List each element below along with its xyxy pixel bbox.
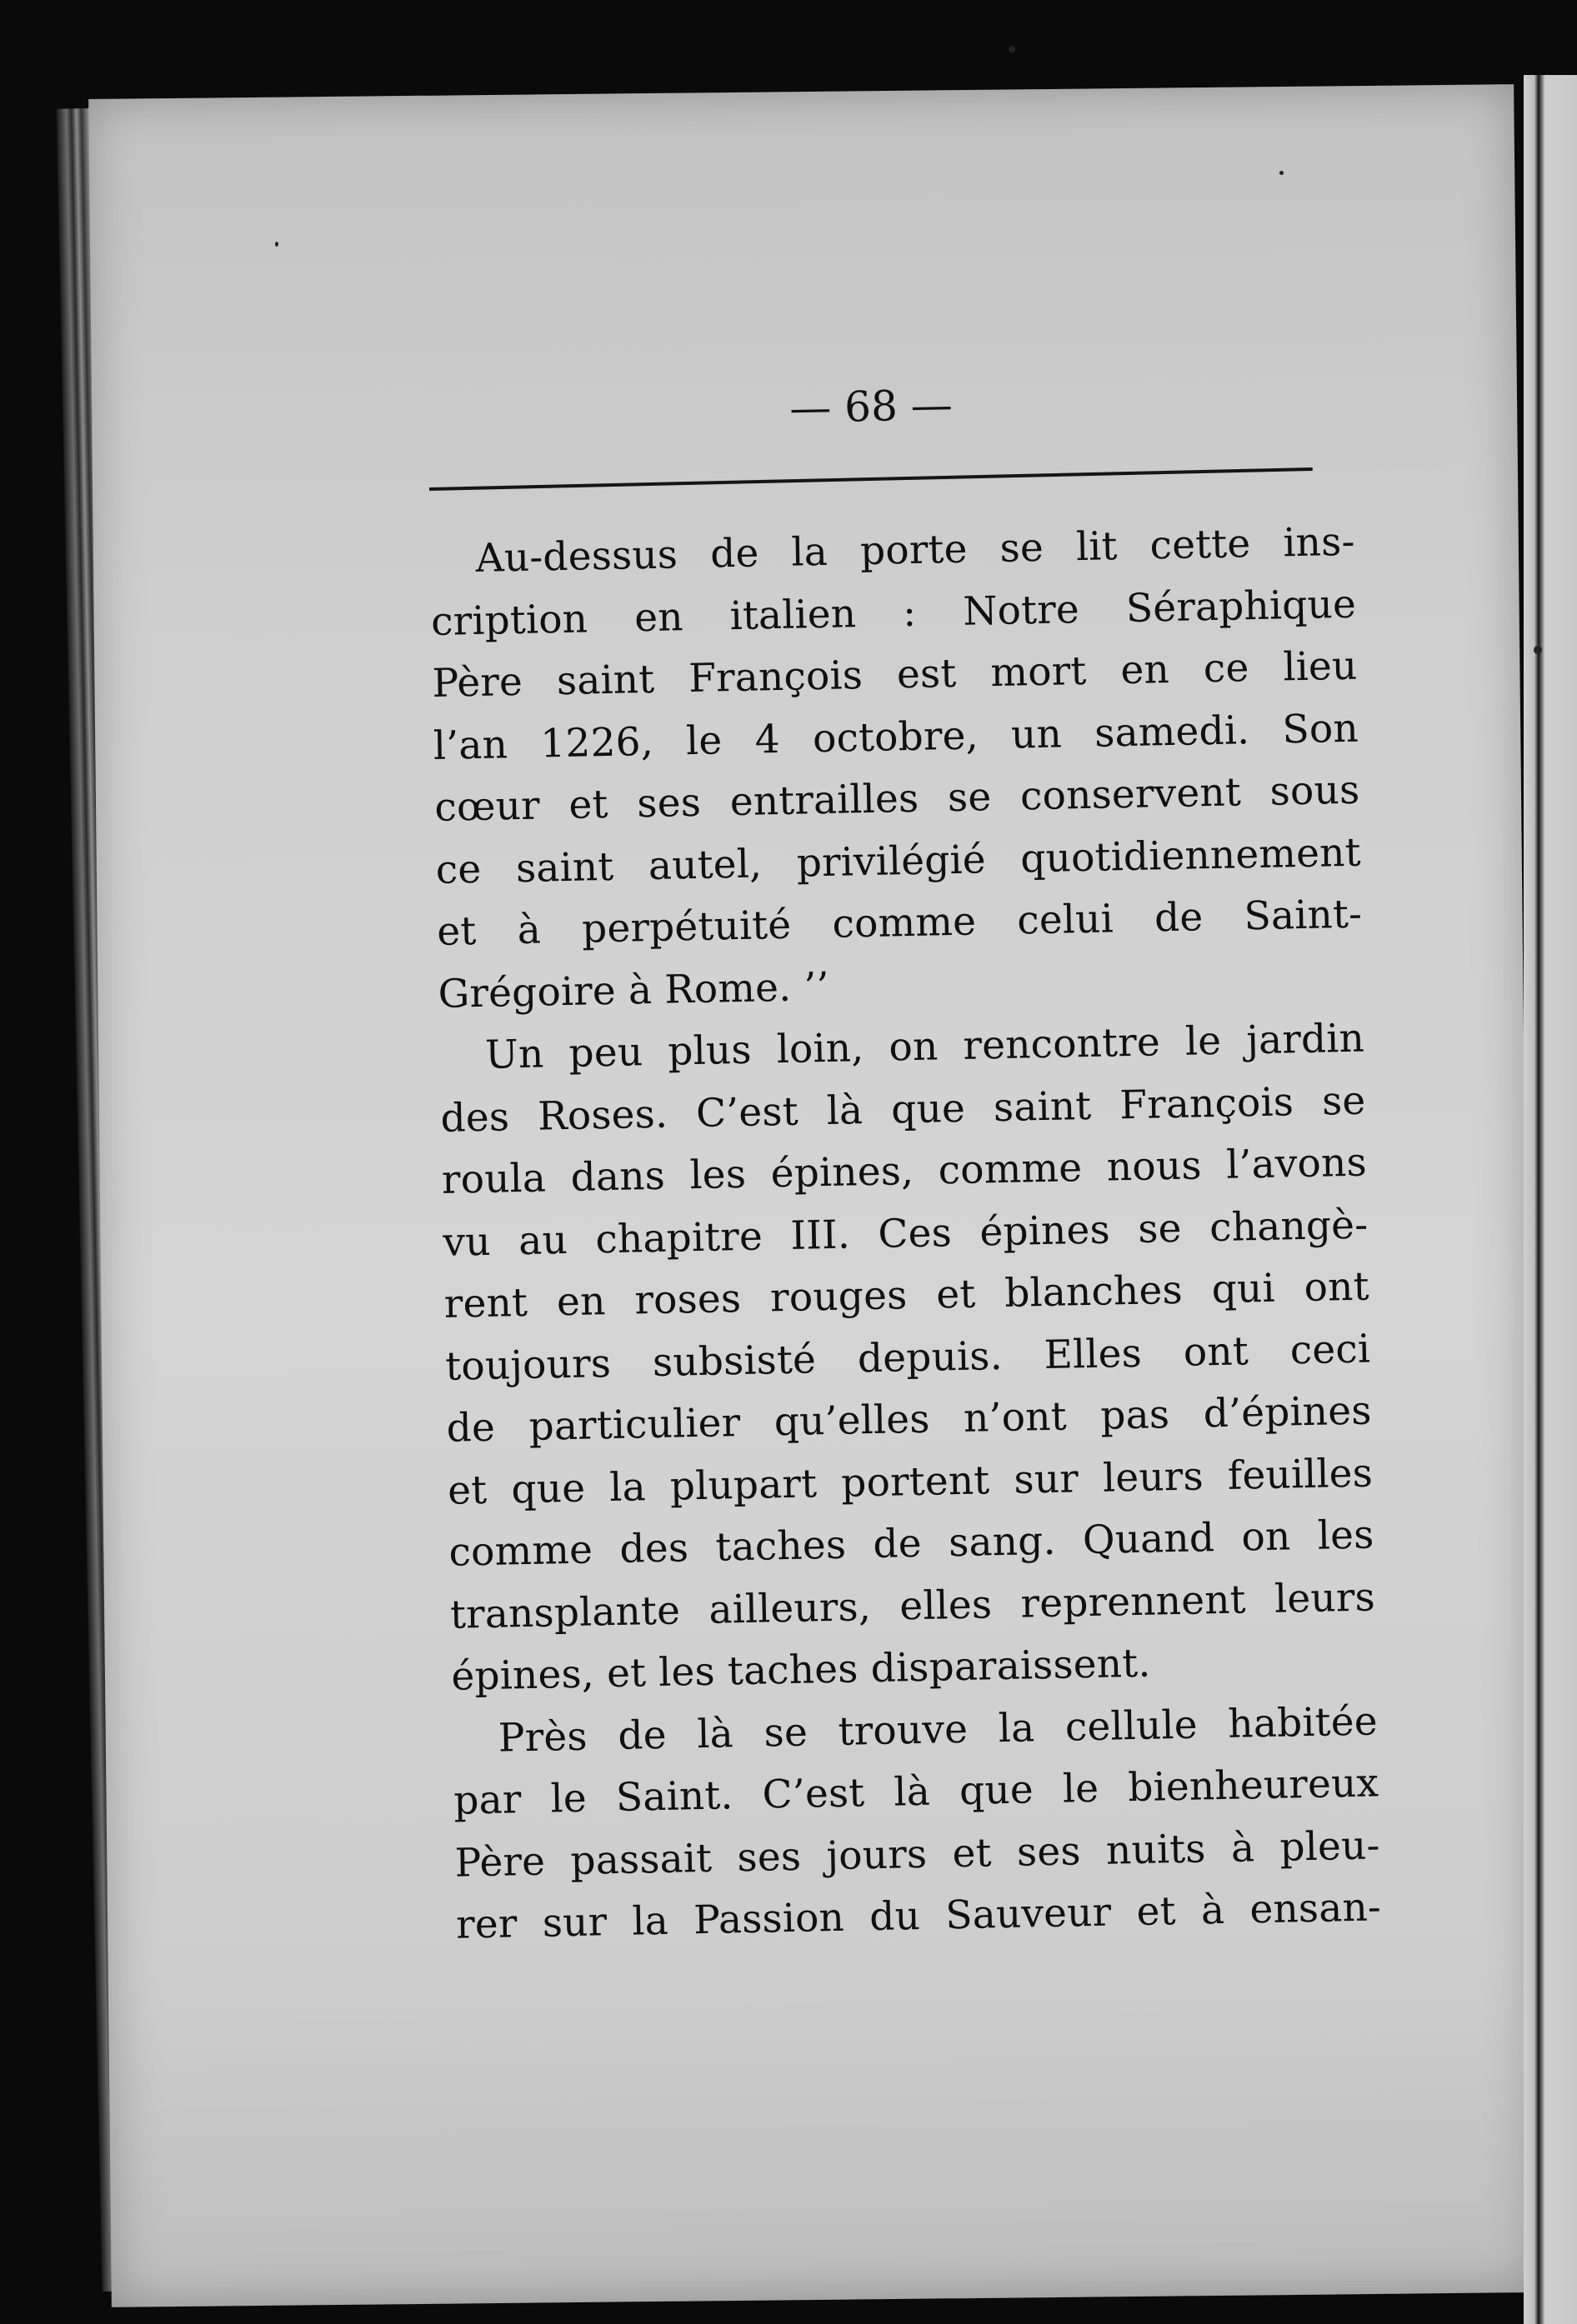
text-line: comme des taches de sang. Quand on les [448, 1512, 1374, 1576]
text-line: Père passait ses jours et ses nuits à pleu- [454, 1822, 1381, 1887]
text-line: et que la plupart portent sur leurs feuilles [447, 1449, 1374, 1514]
text-line: l’an 1226, le 4 octobre, un samedi. Son [433, 705, 1359, 769]
text-line: transplante ailleurs, elles reprennent leurs [449, 1573, 1376, 1638]
text-line: cription en italien : Notre Séraphique [430, 581, 1357, 645]
scan-speck [1279, 171, 1284, 175]
text-line: rent en roses rouges et blanches qui ont [443, 1263, 1370, 1327]
text-line: Au-dessus de la porte se lit cette ins- [475, 518, 1356, 582]
text-line: cœur et ses entrailles se conservent sous [433, 767, 1360, 831]
text-line: de particulier qu’elles n’ont pas d’épines [446, 1387, 1373, 1452]
text-line: Père saint François est mort en ce lieu [432, 642, 1358, 707]
text-line: vu au chapitre III. Ces épines se changè- [442, 1202, 1369, 1266]
page-number: — 68 — [788, 380, 954, 432]
scan-speck [1009, 46, 1015, 52]
text-line: roula dans les épines, comme nous l’avons [441, 1139, 1368, 1203]
scan-speck [275, 242, 278, 247]
text-line: rer sur la Passion du Sauveur et à ensan- [455, 1884, 1382, 1948]
text-line: Grégoire à Rome. ’’ [438, 963, 830, 1017]
scan-speck [1534, 646, 1542, 654]
text-line: des Roses. C’est là que saint François se [440, 1077, 1366, 1142]
text-line: Près de là se trouve la cellule habitée [498, 1697, 1379, 1762]
text-line: et à perpétuité comme celui de Saint- [436, 891, 1363, 955]
text-line: épines, et les taches disparaissent. [450, 1640, 1151, 1700]
text-line: Un peu plus loin, on rencontre le jardin [484, 1015, 1365, 1078]
next-page-edge [1524, 75, 1577, 2324]
text-line: toujours subsisté depuis. Elles ont ceci [444, 1326, 1371, 1390]
body-text [429, 512, 1382, 1957]
text-line: par le Saint. C’est là que le bienheureux [453, 1760, 1379, 1824]
text-line: ce saint autel, privilégié quotidiennement [435, 829, 1362, 893]
